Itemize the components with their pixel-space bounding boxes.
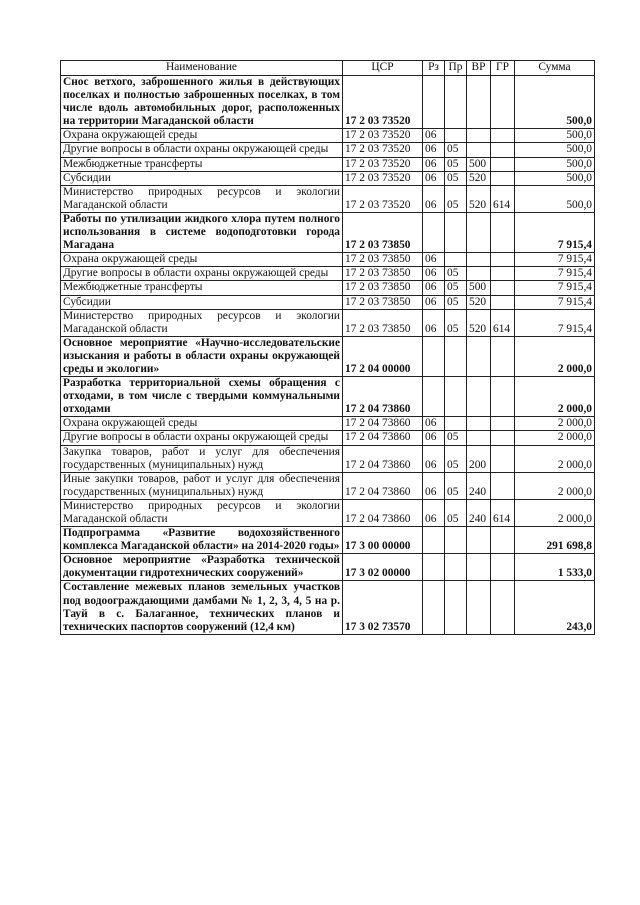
cell-rz: 06 bbox=[423, 281, 445, 295]
cell-vr bbox=[467, 143, 491, 157]
column-header-rz: Рз bbox=[423, 61, 445, 76]
cell-gr bbox=[491, 527, 515, 554]
cell-sum: 2 000,0 bbox=[515, 431, 595, 445]
cell-name: Составление межевых планов земельных участков под водоограждающими дамбами № 1, 2, 3, 4, 5 на р. Тауй в с. Балаганное, технических планов и технических паспортов сооружений (12,4 км) bbox=[61, 581, 343, 634]
column-header-csr: ЦСР bbox=[343, 61, 423, 76]
cell-gr bbox=[491, 554, 515, 581]
cell-sum: 7 915,4 bbox=[515, 309, 595, 336]
table-row bbox=[61, 185, 595, 212]
cell-sum: 7 915,4 bbox=[515, 267, 595, 281]
table-row bbox=[61, 253, 595, 267]
table-row bbox=[61, 499, 595, 526]
table-row bbox=[61, 377, 595, 417]
table-row bbox=[61, 417, 595, 431]
cell-name: Основное мероприятие «Разработка технической документации гидротехнических сооружений» bbox=[61, 554, 343, 581]
cell-csr: 17 3 00 00000 bbox=[343, 527, 423, 554]
column-header-vr: ВР bbox=[467, 61, 491, 76]
cell-sum: 500,0 bbox=[515, 157, 595, 171]
cell-gr bbox=[491, 417, 515, 431]
cell-gr bbox=[491, 295, 515, 309]
cell-sum: 291 698,8 bbox=[515, 527, 595, 554]
cell-name: Другие вопросы в области охраны окружающей среды bbox=[61, 143, 343, 157]
cell-csr: 17 3 02 73570 bbox=[343, 581, 423, 634]
cell-rz: 06 bbox=[423, 445, 445, 472]
cell-vr: 240 bbox=[467, 472, 491, 499]
cell-pr bbox=[445, 76, 467, 129]
table-row bbox=[61, 554, 595, 581]
cell-pr: 05 bbox=[445, 431, 467, 445]
cell-csr: 17 2 03 73520 bbox=[343, 129, 423, 143]
cell-name: Работы по утилизации жидкого хлора путем полного использования в системе водоподготовки города Магадана bbox=[61, 212, 343, 252]
cell-csr: 17 2 04 73860 bbox=[343, 417, 423, 431]
cell-rz: 06 bbox=[423, 171, 445, 185]
cell-sum: 500,0 bbox=[515, 171, 595, 185]
cell-csr: 17 2 03 73850 bbox=[343, 212, 423, 252]
cell-rz bbox=[423, 336, 445, 376]
cell-gr bbox=[491, 281, 515, 295]
cell-pr bbox=[445, 212, 467, 252]
cell-pr: 05 bbox=[445, 499, 467, 526]
cell-csr: 17 2 04 00000 bbox=[343, 336, 423, 376]
cell-gr bbox=[491, 253, 515, 267]
cell-pr bbox=[445, 581, 467, 634]
table-row bbox=[61, 309, 595, 336]
cell-gr bbox=[491, 336, 515, 376]
cell-rz: 06 bbox=[423, 253, 445, 267]
cell-vr bbox=[467, 377, 491, 417]
cell-vr: 500 bbox=[467, 281, 491, 295]
cell-gr bbox=[491, 267, 515, 281]
cell-rz: 06 bbox=[423, 309, 445, 336]
cell-pr bbox=[445, 253, 467, 267]
table-row bbox=[61, 581, 595, 634]
cell-pr bbox=[445, 527, 467, 554]
cell-vr bbox=[467, 554, 491, 581]
cell-vr bbox=[467, 212, 491, 252]
cell-vr: 520 bbox=[467, 171, 491, 185]
cell-vr: 240 bbox=[467, 499, 491, 526]
cell-sum: 500,0 bbox=[515, 129, 595, 143]
cell-pr: 05 bbox=[445, 309, 467, 336]
cell-vr bbox=[467, 417, 491, 431]
cell-name: Охрана окружающей среды bbox=[61, 129, 343, 143]
cell-gr bbox=[491, 76, 515, 129]
cell-vr bbox=[467, 581, 491, 634]
cell-vr bbox=[467, 76, 491, 129]
cell-gr bbox=[491, 472, 515, 499]
cell-sum: 2 000,0 bbox=[515, 417, 595, 431]
cell-pr bbox=[445, 129, 467, 143]
cell-pr: 05 bbox=[445, 445, 467, 472]
cell-gr bbox=[491, 377, 515, 417]
table-row bbox=[61, 212, 595, 252]
cell-name: Подпрограмма «Развитие водохозяйственного комплекса Магаданской области» на 2014-2020 годы» bbox=[61, 527, 343, 554]
cell-sum: 243,0 bbox=[515, 581, 595, 634]
cell-pr: 05 bbox=[445, 281, 467, 295]
cell-rz: 06 bbox=[423, 472, 445, 499]
cell-name: Министерство природных ресурсов и экологии Магаданской области bbox=[61, 499, 343, 526]
cell-gr bbox=[491, 212, 515, 252]
cell-pr bbox=[445, 554, 467, 581]
cell-sum: 500,0 bbox=[515, 76, 595, 129]
cell-sum: 7 915,4 bbox=[515, 253, 595, 267]
cell-vr bbox=[467, 431, 491, 445]
cell-csr: 17 2 04 73860 bbox=[343, 445, 423, 472]
cell-rz: 06 bbox=[423, 431, 445, 445]
cell-csr: 17 2 03 73850 bbox=[343, 295, 423, 309]
cell-name: Другие вопросы в области охраны окружающей среды bbox=[61, 431, 343, 445]
cell-vr: 500 bbox=[467, 157, 491, 171]
cell-rz bbox=[423, 581, 445, 634]
cell-gr: 614 bbox=[491, 185, 515, 212]
cell-name: Основное мероприятие «Научно-исследовательские изыскания и работы в области охраны окружающей среды и экологии» bbox=[61, 336, 343, 376]
cell-gr bbox=[491, 445, 515, 472]
cell-csr: 17 2 03 73520 bbox=[343, 157, 423, 171]
cell-pr: 05 bbox=[445, 295, 467, 309]
column-header-gr: ГР bbox=[491, 61, 515, 76]
cell-sum: 7 915,4 bbox=[515, 212, 595, 252]
cell-gr bbox=[491, 157, 515, 171]
cell-name: Межбюджетные трансферты bbox=[61, 157, 343, 171]
cell-csr: 17 2 03 73850 bbox=[343, 253, 423, 267]
cell-csr: 17 2 03 73520 bbox=[343, 76, 423, 129]
cell-vr bbox=[467, 267, 491, 281]
cell-csr: 17 2 03 73850 bbox=[343, 281, 423, 295]
table-row bbox=[61, 281, 595, 295]
cell-sum: 2 000,0 bbox=[515, 445, 595, 472]
cell-vr bbox=[467, 527, 491, 554]
table-row bbox=[61, 171, 595, 185]
cell-csr: 17 2 04 73860 bbox=[343, 499, 423, 526]
cell-csr: 17 2 04 73860 bbox=[343, 472, 423, 499]
cell-rz: 06 bbox=[423, 143, 445, 157]
cell-gr bbox=[491, 143, 515, 157]
cell-pr: 05 bbox=[445, 171, 467, 185]
table-row bbox=[61, 295, 595, 309]
cell-vr: 520 bbox=[467, 295, 491, 309]
cell-vr bbox=[467, 129, 491, 143]
budget-table bbox=[60, 60, 595, 635]
cell-rz: 06 bbox=[423, 499, 445, 526]
cell-name: Разработка территориальной схемы обращения с отходами, в том числе с твердыми коммунальными отходами bbox=[61, 377, 343, 417]
cell-name: Другие вопросы в области охраны окружающей среды bbox=[61, 267, 343, 281]
cell-csr: 17 3 02 00000 bbox=[343, 554, 423, 581]
cell-pr bbox=[445, 336, 467, 376]
cell-gr bbox=[491, 581, 515, 634]
cell-gr: 614 bbox=[491, 309, 515, 336]
cell-vr bbox=[467, 253, 491, 267]
cell-sum: 7 915,4 bbox=[515, 281, 595, 295]
cell-sum: 2 000,0 bbox=[515, 472, 595, 499]
table-row bbox=[61, 527, 595, 554]
cell-sum: 2 000,0 bbox=[515, 377, 595, 417]
cell-csr: 17 2 04 73860 bbox=[343, 377, 423, 417]
table-row bbox=[61, 129, 595, 143]
cell-csr: 17 2 03 73850 bbox=[343, 309, 423, 336]
table-row bbox=[61, 431, 595, 445]
cell-name: Снос ветхого, заброшенного жилья в действующих поселках и полностью заброшенных поселках, в том числе вдоль автомобильных дорог, расположенных на территории Магаданской области bbox=[61, 76, 343, 129]
cell-csr: 17 2 03 73520 bbox=[343, 185, 423, 212]
table-row bbox=[61, 445, 595, 472]
cell-vr: 520 bbox=[467, 185, 491, 212]
cell-name: Министерство природных ресурсов и экологии Магаданской области bbox=[61, 309, 343, 336]
cell-name: Иные закупки товаров, работ и услуг для обеспечения государственных (муниципальных) нужд bbox=[61, 472, 343, 499]
cell-name: Субсидии bbox=[61, 171, 343, 185]
cell-sum: 500,0 bbox=[515, 143, 595, 157]
column-header-sum: Сумма bbox=[515, 61, 595, 76]
cell-rz: 06 bbox=[423, 417, 445, 431]
table-body bbox=[61, 76, 595, 635]
cell-gr bbox=[491, 431, 515, 445]
table-row bbox=[61, 472, 595, 499]
cell-pr: 05 bbox=[445, 157, 467, 171]
table-header-row bbox=[61, 61, 595, 76]
column-header-name: Наименование bbox=[61, 61, 343, 76]
cell-rz bbox=[423, 377, 445, 417]
cell-vr: 520 bbox=[467, 309, 491, 336]
cell-rz bbox=[423, 76, 445, 129]
cell-sum: 2 000,0 bbox=[515, 336, 595, 376]
table-row bbox=[61, 76, 595, 129]
cell-pr: 05 bbox=[445, 472, 467, 499]
column-header-pr: Пр bbox=[445, 61, 467, 76]
table-row bbox=[61, 267, 595, 281]
cell-rz: 06 bbox=[423, 295, 445, 309]
cell-rz bbox=[423, 212, 445, 252]
cell-sum: 500,0 bbox=[515, 185, 595, 212]
cell-pr bbox=[445, 417, 467, 431]
cell-rz bbox=[423, 527, 445, 554]
cell-rz: 06 bbox=[423, 157, 445, 171]
cell-pr: 05 bbox=[445, 143, 467, 157]
cell-name: Охрана окружающей среды bbox=[61, 253, 343, 267]
document-page bbox=[60, 60, 595, 635]
cell-rz bbox=[423, 554, 445, 581]
table-row bbox=[61, 157, 595, 171]
cell-name: Закупка товаров, работ и услуг для обеспечения государственных (муниципальных) нужд bbox=[61, 445, 343, 472]
cell-csr: 17 2 03 73520 bbox=[343, 143, 423, 157]
cell-pr: 05 bbox=[445, 267, 467, 281]
cell-vr bbox=[467, 336, 491, 376]
cell-name: Субсидии bbox=[61, 295, 343, 309]
cell-name: Министерство природных ресурсов и экологии Магаданской области bbox=[61, 185, 343, 212]
cell-gr: 614 bbox=[491, 499, 515, 526]
table-row bbox=[61, 143, 595, 157]
cell-sum: 2 000,0 bbox=[515, 499, 595, 526]
cell-csr: 17 2 04 73860 bbox=[343, 431, 423, 445]
cell-gr bbox=[491, 171, 515, 185]
cell-csr: 17 2 03 73520 bbox=[343, 171, 423, 185]
cell-vr: 200 bbox=[467, 445, 491, 472]
cell-name: Межбюджетные трансферты bbox=[61, 281, 343, 295]
cell-gr bbox=[491, 129, 515, 143]
cell-pr: 05 bbox=[445, 185, 467, 212]
cell-csr: 17 2 03 73850 bbox=[343, 267, 423, 281]
table-row bbox=[61, 336, 595, 376]
cell-rz: 06 bbox=[423, 267, 445, 281]
cell-sum: 1 533,0 bbox=[515, 554, 595, 581]
cell-sum: 7 915,4 bbox=[515, 295, 595, 309]
cell-pr bbox=[445, 377, 467, 417]
cell-name: Охрана окружающей среды bbox=[61, 417, 343, 431]
cell-rz: 06 bbox=[423, 185, 445, 212]
cell-rz: 06 bbox=[423, 129, 445, 143]
